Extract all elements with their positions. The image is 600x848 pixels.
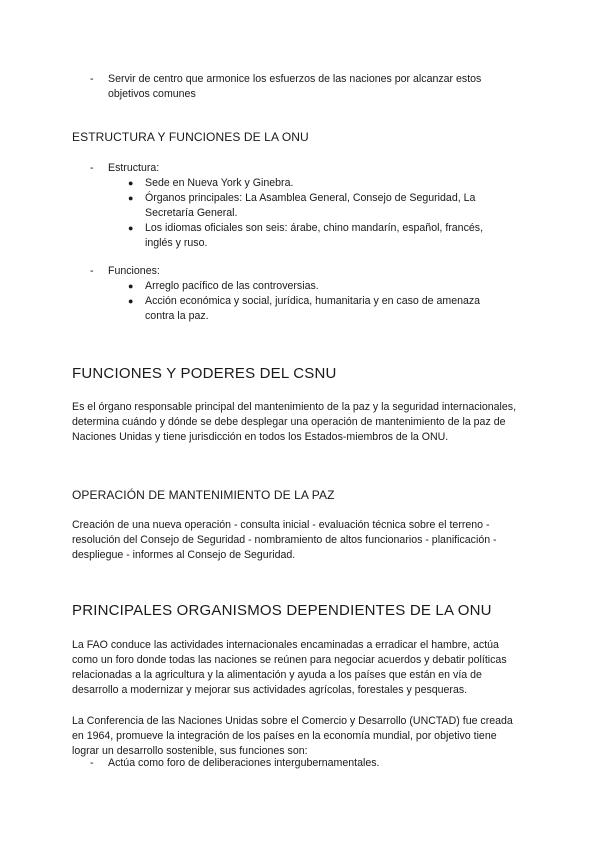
bullet-item-text: Los idiomas oficiales son seis: árabe, chino mandarín, español, francés, inglés y ruso.	[145, 222, 484, 249]
dash-marker: -	[90, 757, 94, 769]
list-item	[90, 72, 520, 102]
list-item-text: Actúa como foro de deliberaciones intergubernamentales.	[108, 757, 380, 769]
bullet-item	[128, 221, 500, 251]
section-heading-estructura: ESTRUCTURA Y FUNCIONES DE LA ONU	[72, 130, 309, 144]
list-item-text: Servir de centro que armonice los esfuerzos de las naciones por alcanzar estos objetivos comunes	[108, 73, 482, 100]
bullet-item-text: Arreglo pacífico de las controversias.	[145, 280, 319, 292]
list-item-label: Funciones:	[108, 265, 160, 277]
bullet-item-text: Sede en Nueva York y Ginebra.	[145, 177, 294, 189]
paragraph-fao: La FAO conduce las actividades internacionales encaminadas a erradicar el hambre, actúa como un foro donde todas las naciones se reúnen para negociar acuerdos y debatir políticas relacionadas a la agricultura y la alimentación y ayuda a los países que están en vía de desarrollo a modernizar y mejorar sus actividades agrícolas, forestales y pesqueras.	[72, 639, 507, 696]
bullet-item-text: Acción económica y social, jurídica, humanitaria y en caso de amenaza contra la paz.	[145, 295, 481, 322]
section-heading-operacion: OPERACIÓN DE MANTENIMIENTO DE LA PAZ	[72, 488, 335, 502]
dash-marker: -	[90, 73, 94, 85]
list-item-funciones	[90, 264, 520, 279]
list-item-unctad	[90, 756, 520, 771]
list-item-estructura	[90, 161, 520, 176]
section-heading-organismos: PRINCIPALES ORGANISMOS DEPENDIENTES DE LA ONU	[72, 602, 492, 619]
list-item-label: Estructura:	[108, 162, 160, 174]
bullet-icon: ●	[128, 193, 134, 203]
bullet-item	[128, 191, 500, 221]
bullet-icon: ●	[128, 223, 134, 233]
dash-marker: -	[90, 162, 94, 174]
paragraph-operacion: Creación de una nueva operación - consulta inicial - evaluación técnica sobre el terreno - resolución del Consejo de Seguridad - nombramiento de altos funcionarios - planificación - despliegue - informes al Consejo de Seguridad.	[72, 519, 497, 561]
bullet-item	[128, 176, 500, 191]
bullet-item	[128, 294, 500, 324]
bullet-icon: ●	[128, 281, 134, 291]
bullet-icon: ●	[128, 296, 134, 306]
paragraph-unctad: La Conferencia de las Naciones Unidas sobre el Comercio y Desarrollo (UNCTAD) fue creada en 1964, promueve la integración de los países en la economía mundial, por objetivo tiene lograr un desarrollo sostenible, sus funciones son:	[72, 715, 513, 757]
paragraph-csnu: Es el órgano responsable principal del mantenimiento de la paz y la seguridad internacionales, determina cuándo y dónde se debe desplegar una operación de mantenimiento de la paz de Naciones Unidas y tiene jurisdicción en todos los Estados-miembros de la ONU.	[72, 401, 517, 443]
bullet-icon: ●	[128, 178, 134, 188]
dash-marker: -	[90, 265, 94, 277]
bullet-item	[128, 279, 500, 294]
bullet-item-text: Órganos principales: La Asamblea General, Consejo de Seguridad, La Secretaría General.	[145, 192, 476, 219]
section-heading-csnu: FUNCIONES Y PODERES DEL CSNU	[72, 365, 337, 382]
